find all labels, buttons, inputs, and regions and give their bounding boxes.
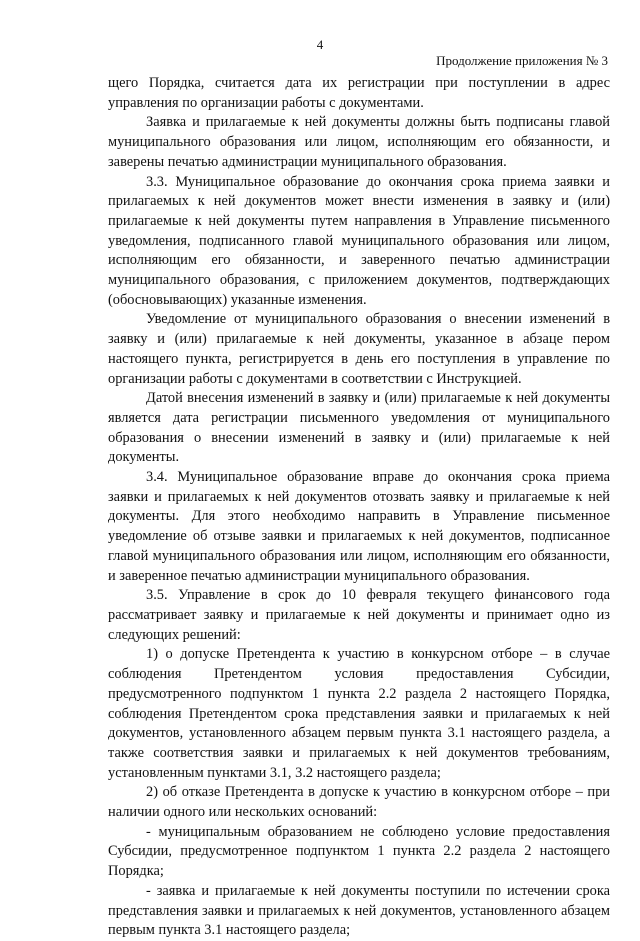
paragraph-3-5: 3.5. Управление в срок до 10 февраля текущего финансового года рассматривает заявку и прилагаемые к ней документы и принимает одно из следующих решений:: [108, 587, 610, 643]
appendix-continuation-note: Продолжение приложения № 3: [436, 53, 608, 68]
paragraph-signature-requirement: Заявка и прилагаемые к ней документы должны быть подписаны главой муниципального образования или лицом, исполняющим его обязанности, и заверены печатью администрации муниципального образования.: [108, 114, 610, 170]
paragraph-continuation: щего Порядка, считается дата их регистрации при поступлении в адрес управления по организации работы с документами.: [108, 75, 610, 111]
paragraph-change-notice: Уведомление от муниципального образования о внесении изменений в заявку и (или) прилагаемые к ней документы, указанное в абзаце пером настоящего пункта, регистрируется в день его поступления в управление по организации работы с документами в соответствии с Инструкцией.: [108, 311, 610, 387]
paragraph-change-date: Датой внесения изменений в заявку и (или) прилагаемые к ней документы является дата регистрации письменного уведомления от муниципального образования о внесении изменений в заявку и (или) прилагаемые к ней документы.: [108, 390, 610, 466]
paragraph-decision-refuse: 2) об отказе Претендента в допуске к участию в конкурсном отборе – при наличии одного или нескольких оснований:: [108, 784, 610, 821]
page-number: 4: [316, 37, 324, 52]
paragraph-3-3: 3.3. Муниципальное образование до окончания срока приема заявки и прилагаемых к ней документов может внести изменения в заявку и (или) прилагаемые к ней документы путем направления в Управление письменного уведомления, подписанного главой муниципального образования или лицом, исполняющим его обязанности, и заверенного печатью администрации муниципального образования, с приложением документов, подтверждающих (обосновывающих) указанные изменения.: [108, 173, 610, 308]
paragraph-refusal-reason-deadline: - заявка и прилагаемые к ней документы поступили по истечении срока представления заявки и прилагаемых к ней документов, установленного абзацем первым пункта 3.1 настоящего раздела;: [108, 882, 610, 939]
paragraph-decision-admit: 1) о допуске Претендента к участию в конкурсном отборе – в случае соблюдения Претендентом условия предоставления Субсидии, предусмотренного подпунктом 1 пункта 2.2 раздела 2 настоящего Порядка, соблюдения Претендентом срока представления заявки и прилагаемых к ней документов, установленного абзацем первым пункта 3.1 настоящего раздела, а также соответствия заявки и прилагаемых к ней документов требованиям, установленным пунктами 3.1, 3.2 настоящего раздела;: [108, 646, 610, 781]
paragraph-refusal-reason-condition: - муниципальным образованием не соблюдено условие предоставления Субсидии, предусмотренное подпунктом 1 пункта 2.2 раздела 2 настоящего Порядка;: [108, 823, 610, 880]
paragraph-3-4: 3.4. Муниципальное образование вправе до окончания срока приема заявки и прилагаемых к ней документов отозвать заявку и прилагаемые к ней документы. Для этого необходимо направить в Управление письменное уведомление об отзыве заявки и прилагаемых к ней документов, подписанное главой муниципального образования или лицом, исполняющим его обязанности, и заверенное печатью администрации муниципального образования.: [108, 469, 610, 584]
document-body: [108, 74, 610, 941]
